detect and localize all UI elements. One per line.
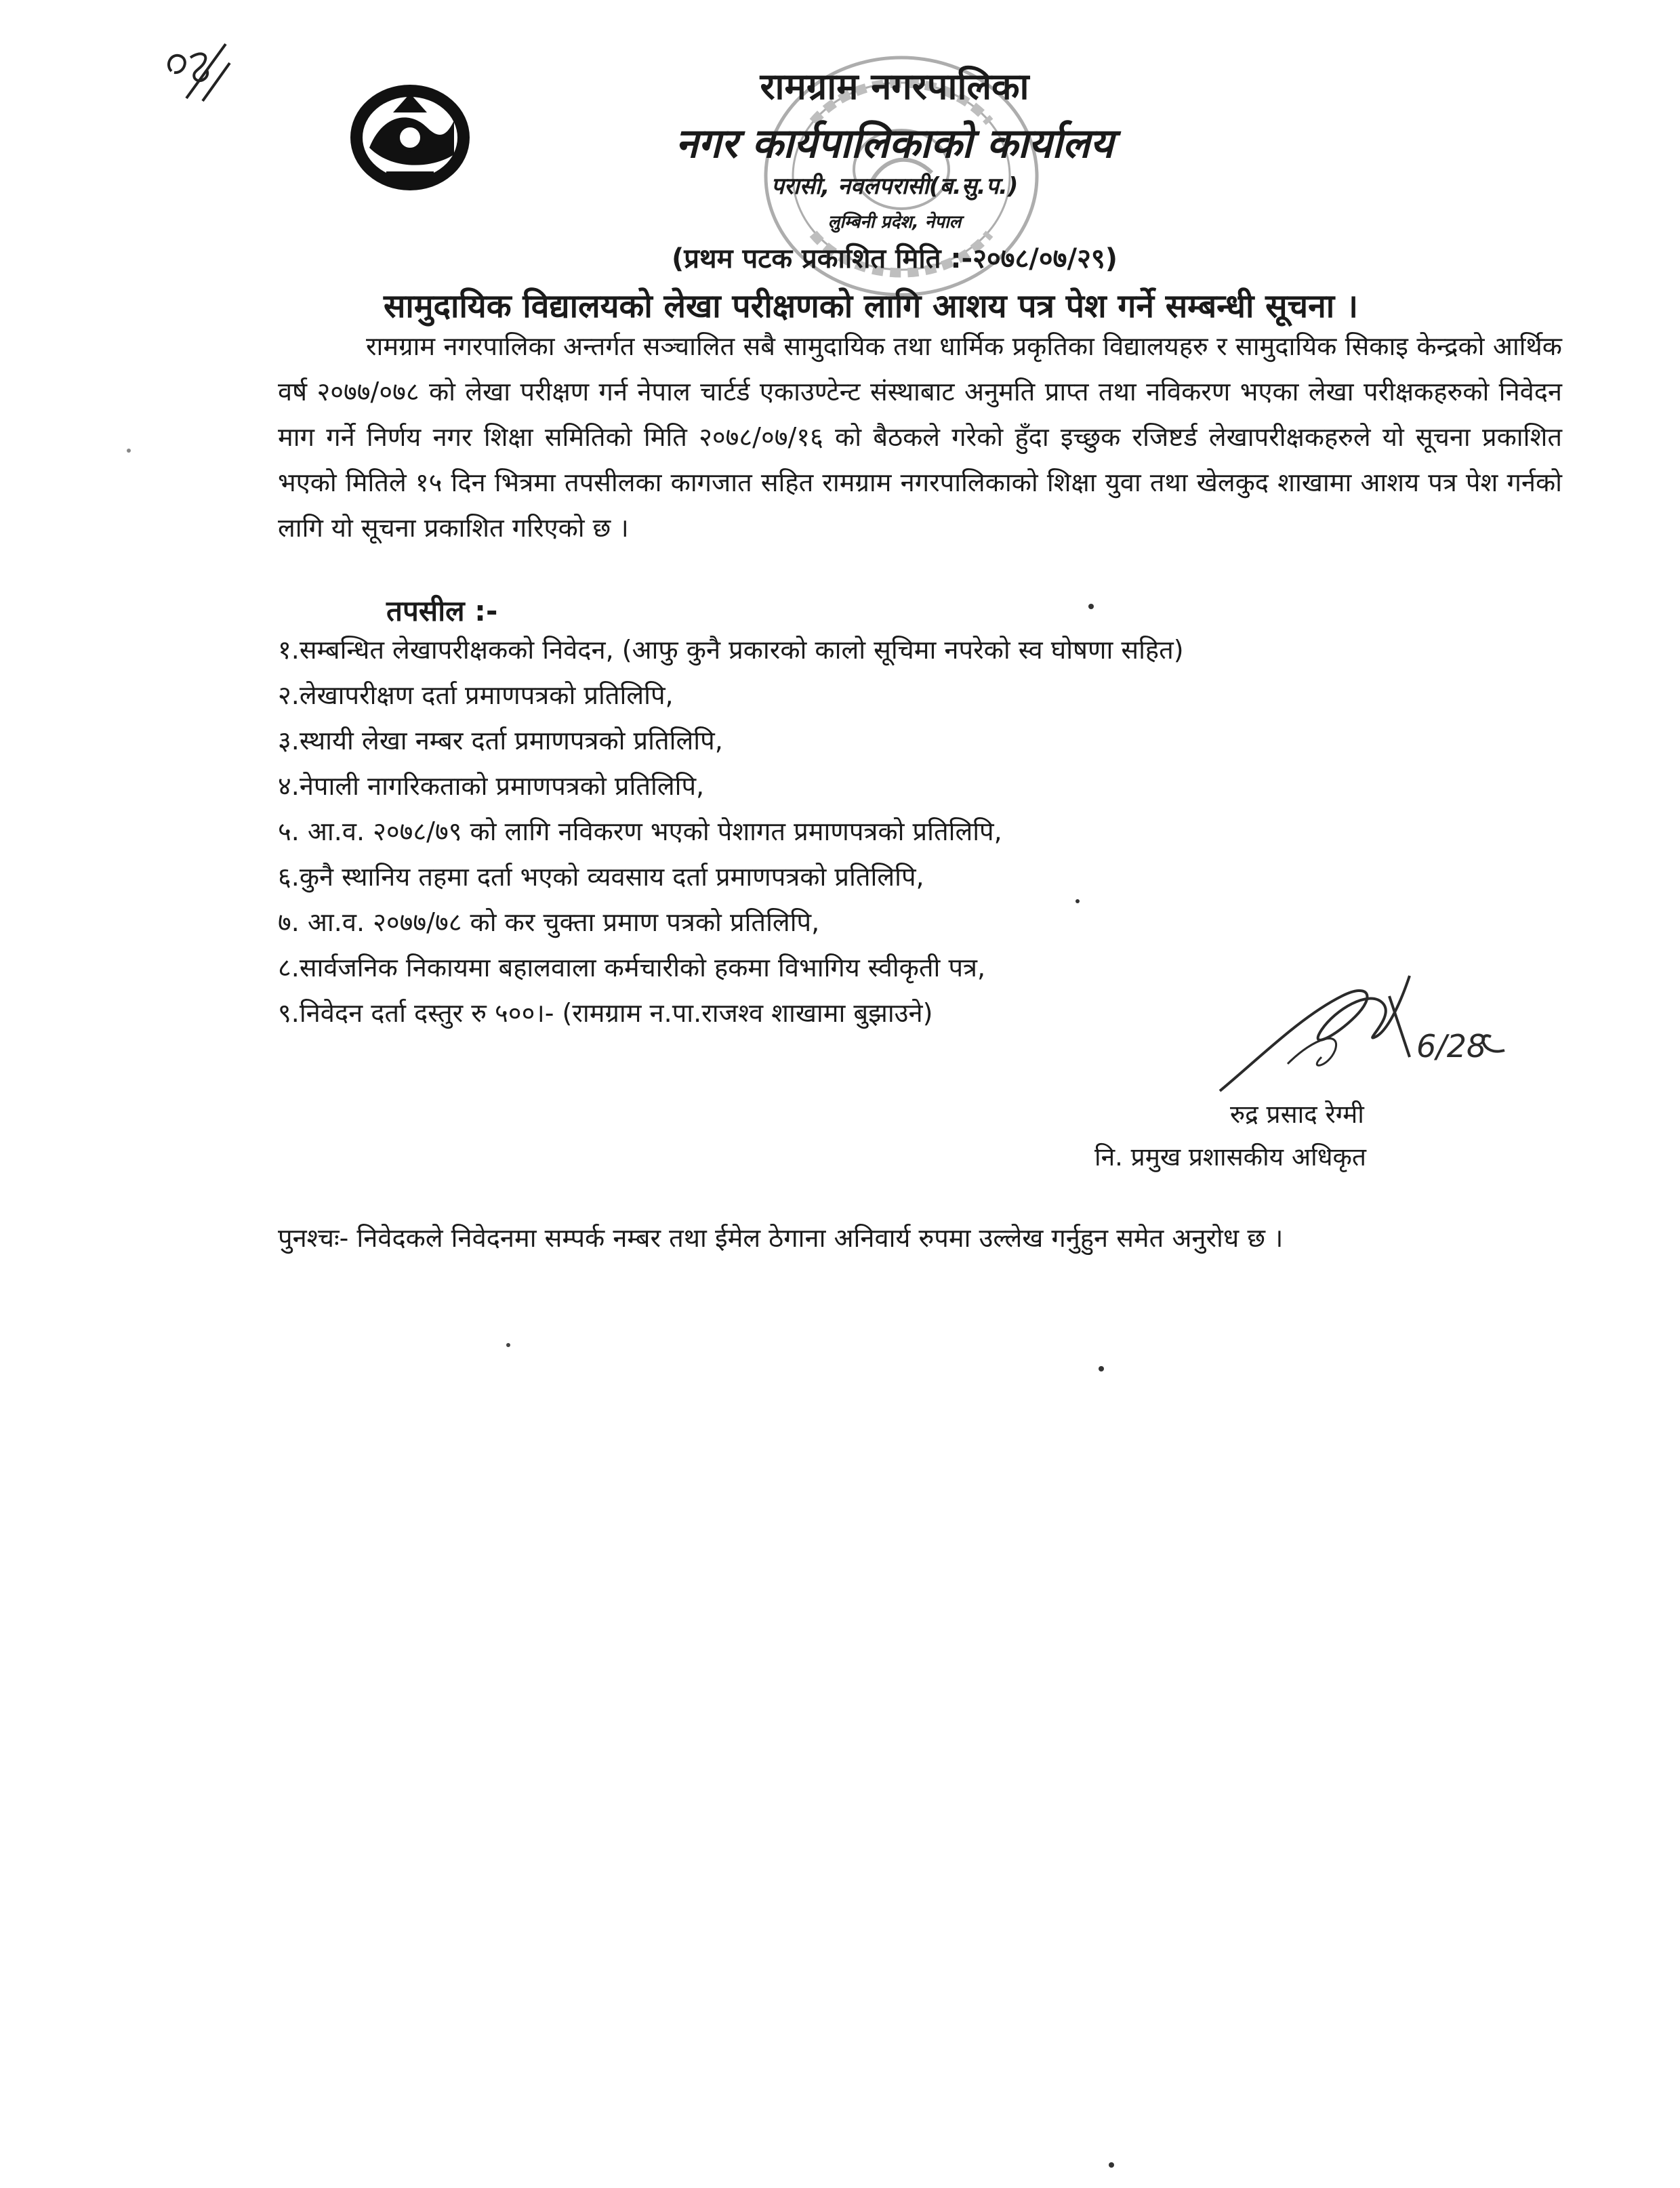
notice-title: सामुदायिक विद्यालयको लेखा परीक्षणको लागि आशय पत्र पेश गर्ने सम्बन्धी सूचना । — [383, 287, 1359, 325]
list-item: ९.निवेदन दर्ता दस्तुर रु ५००।- (रामग्राम न.पा.राजश्व शाखामा बुझाउने) — [278, 998, 933, 1028]
list-item: २.लेखापरीक्षण दर्ता प्रमाणपत्रको प्रतिलिपि, — [278, 680, 674, 710]
office-name: नगर कार्यपालिकाको कार्यालय — [675, 120, 1114, 167]
notice-body: रामग्राम नगरपालिका अन्तर्गत सञ्चालित सबै सामुदायिक तथा धार्मिक प्रकृतिका विद्यालयहरु र सामुदायिक सिकाइ केन्द्रको आर्थिक वर्ष २०७७/०७८ को लेखा परीक्षण गर्न नेपाल चार्टर्ड एकाउण्टेन्ट संस्थाबाट अनुमति प्राप्त तथा नविकरण भएका लेखा परीक्षकहरुको निवेदन माग गर्ने निर्णय नगर शिक्षा समितिको मिति २०७८/०७/१६ को बैठकले गरेको हुँदा इच्छुक रजिष्टर्ड लेखापरीक्षकहरुले यो सूचना प्रकाशित भएको मितिले १५ दिन भित्रमा तपसीलका कागजात सहित रामग्राम नगरपालिकाको शिक्षा युवा तथा खेलकुद शाखामा आशय पत्र पेश गर्नको लागि यो सूचना प्रकाशित गरिएको छ । — [278, 331, 1562, 543]
list-item: ६.कुनै स्थानिय तहमा दर्ता भएको व्यवसाय दर्ता प्रमाणपत्रको प्रतिलिपि, — [278, 862, 924, 892]
publication-date: (प्रथम पटक प्रकाशित मिति :-२०७८/०७/२९) — [672, 243, 1118, 274]
signature-date: 6/28 — [1416, 1028, 1487, 1065]
postscript-note: पुनश्चः- निवेदकले निवेदनमा सम्पर्क नम्बर तथा ईमेल ठेगाना अनिवार्य रुपमा उल्लेख गर्नुहुन समेत अनुरोध छ । — [278, 1223, 1284, 1253]
office-address: परासी, नवलपरासी(ब.सु.प.) — [771, 173, 1019, 200]
signatory-title: नि. प्रमुख प्रशासकीय अधिकृत — [1094, 1142, 1366, 1172]
list-item: ४.नेपाली नागरिकताको प्रमाणपत्रको प्रतिलिपि, — [278, 771, 705, 801]
list-item: ७. आ.व. २०७७/७८ को कर चुक्ता प्रमाण पत्रको प्रतिलिपि, — [278, 907, 820, 937]
list-item: ८.सार्वजनिक निकायमा बहालवाला कर्मचारीको हकमा विभागिय स्वीकृती पत्र, — [278, 953, 986, 983]
details-heading: तपसील :- — [386, 594, 498, 627]
list-item: ५. आ.व. २०७८/७९ को लागि नविकरण भएको पेशागत प्रमाणपत्रको प्रतिलिपि, — [278, 817, 1002, 846]
province-name: लुम्बिनी प्रदेश, नेपाल — [827, 212, 962, 232]
municipality-name: रामग्राम नगरपालिका — [760, 65, 1029, 108]
list-item: ३.स्थायी लेखा नम्बर दर्ता प्रमाणपत्रको प्रतिलिपि, — [278, 726, 723, 756]
list-item: १.सम्बन्धित लेखापरीक्षकको निवेदन, (आफु कुनै प्रकारको कालो सूचिमा नपरेको स्व घोषणा सहित) — [278, 635, 1184, 665]
signatory-name: रुद्र प्रसाद रेग्मी — [1230, 1100, 1364, 1129]
